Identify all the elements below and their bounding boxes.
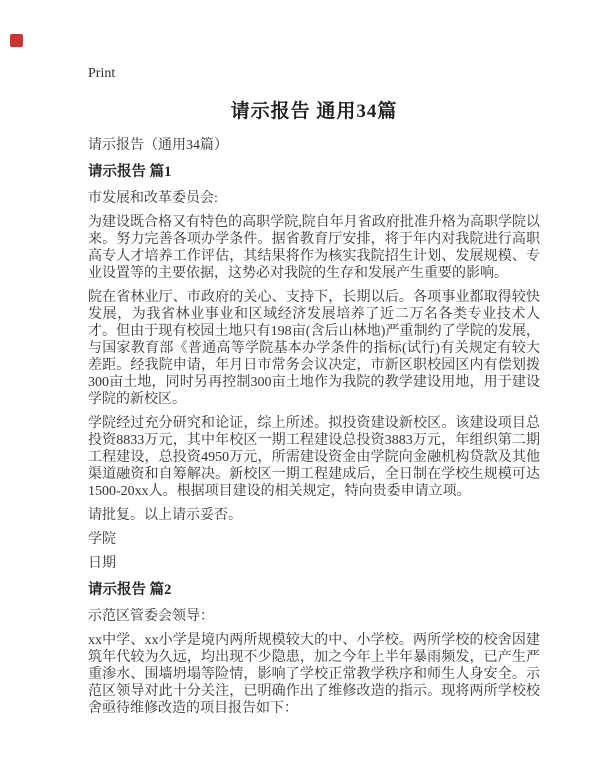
date-line: 日期 [88,556,116,571]
paragraph: 学院经过充分研究和论证，综上所述。拟投资建设新校区。该建设项目总投资8833万元，其中年校区一期工程建设总投资3883万元，年组织第二期工程建设，总投资4950万元，所需建设资金由学院向金融机构贷款及其他渠道融资和自筹解决。新校区一期工程建成后，全日制在学校生规模可达1500-20xx人。根据项目建设的相关规定，特向贵委申请立项。 [88,416,540,499]
document-subtitle: 请示报告（通用34篇） [88,138,228,153]
closing-line: 请批复。以上请示妥否。 [88,508,242,523]
section-heading-1: 请示报告 篇1 [88,164,172,180]
section-heading-2: 请示报告 篇2 [88,582,172,598]
page-title: 请示报告 通用34篇 [230,101,398,122]
salutation: 市发展和改革委员会: [88,191,218,206]
broken-image-icon [10,34,23,47]
salutation: 示范区管委会领导： [88,609,214,624]
paragraph: 为建设既合格又有特色的高职学院,院自年月省政府批准升格为高职学院以来。努力完善各项办学条件。据省教育厅安排，将于年内对我院进行高职高专人才培养工作评估，其结果将作为核实我院招生计划、发展规模、专业设置等的主要依据，这势必对我院的生存和发展产生重要的影响。 [88,215,540,281]
paragraph: 院在省林业厅、市政府的关心、支持下，长期以后。各项事业都取得较快发展，为我省林业事业和区域经济发展培养了近二万名各类专业技术人才。但由于现有校园土地只有198亩(含后山林地)严重制约了学院的发展，与国家教育部《普通高等学院基本办学条件的指标(试行)有关规定有较大差距。经我院申请，年月日市常务会议决定，市新区职校园区内有偿划拨300亩土地，同时另再控制300亩土地作为我院的教学建设用地，用于建设学院的新校区。 [88,290,540,407]
paragraph: xx中学、xx小学是境内两所规模较大的中、小学校。两所学校的校舍因建筑年代较为久远，均出现不少隐患，加之今年上半年暴雨频发，已产生严重渗水、围墙坍塌等险情，影响了学校正常教学秩序和师生人身安全。示范区领导对此十分关注，已明确作出了维修改造的指示。现将两所学校校舍亟待维修改造的项目报告如下： [88,633,540,716]
document-body [88,97,540,724]
signature-line: 学院 [88,532,116,547]
print-button[interactable]: Print [88,66,116,81]
